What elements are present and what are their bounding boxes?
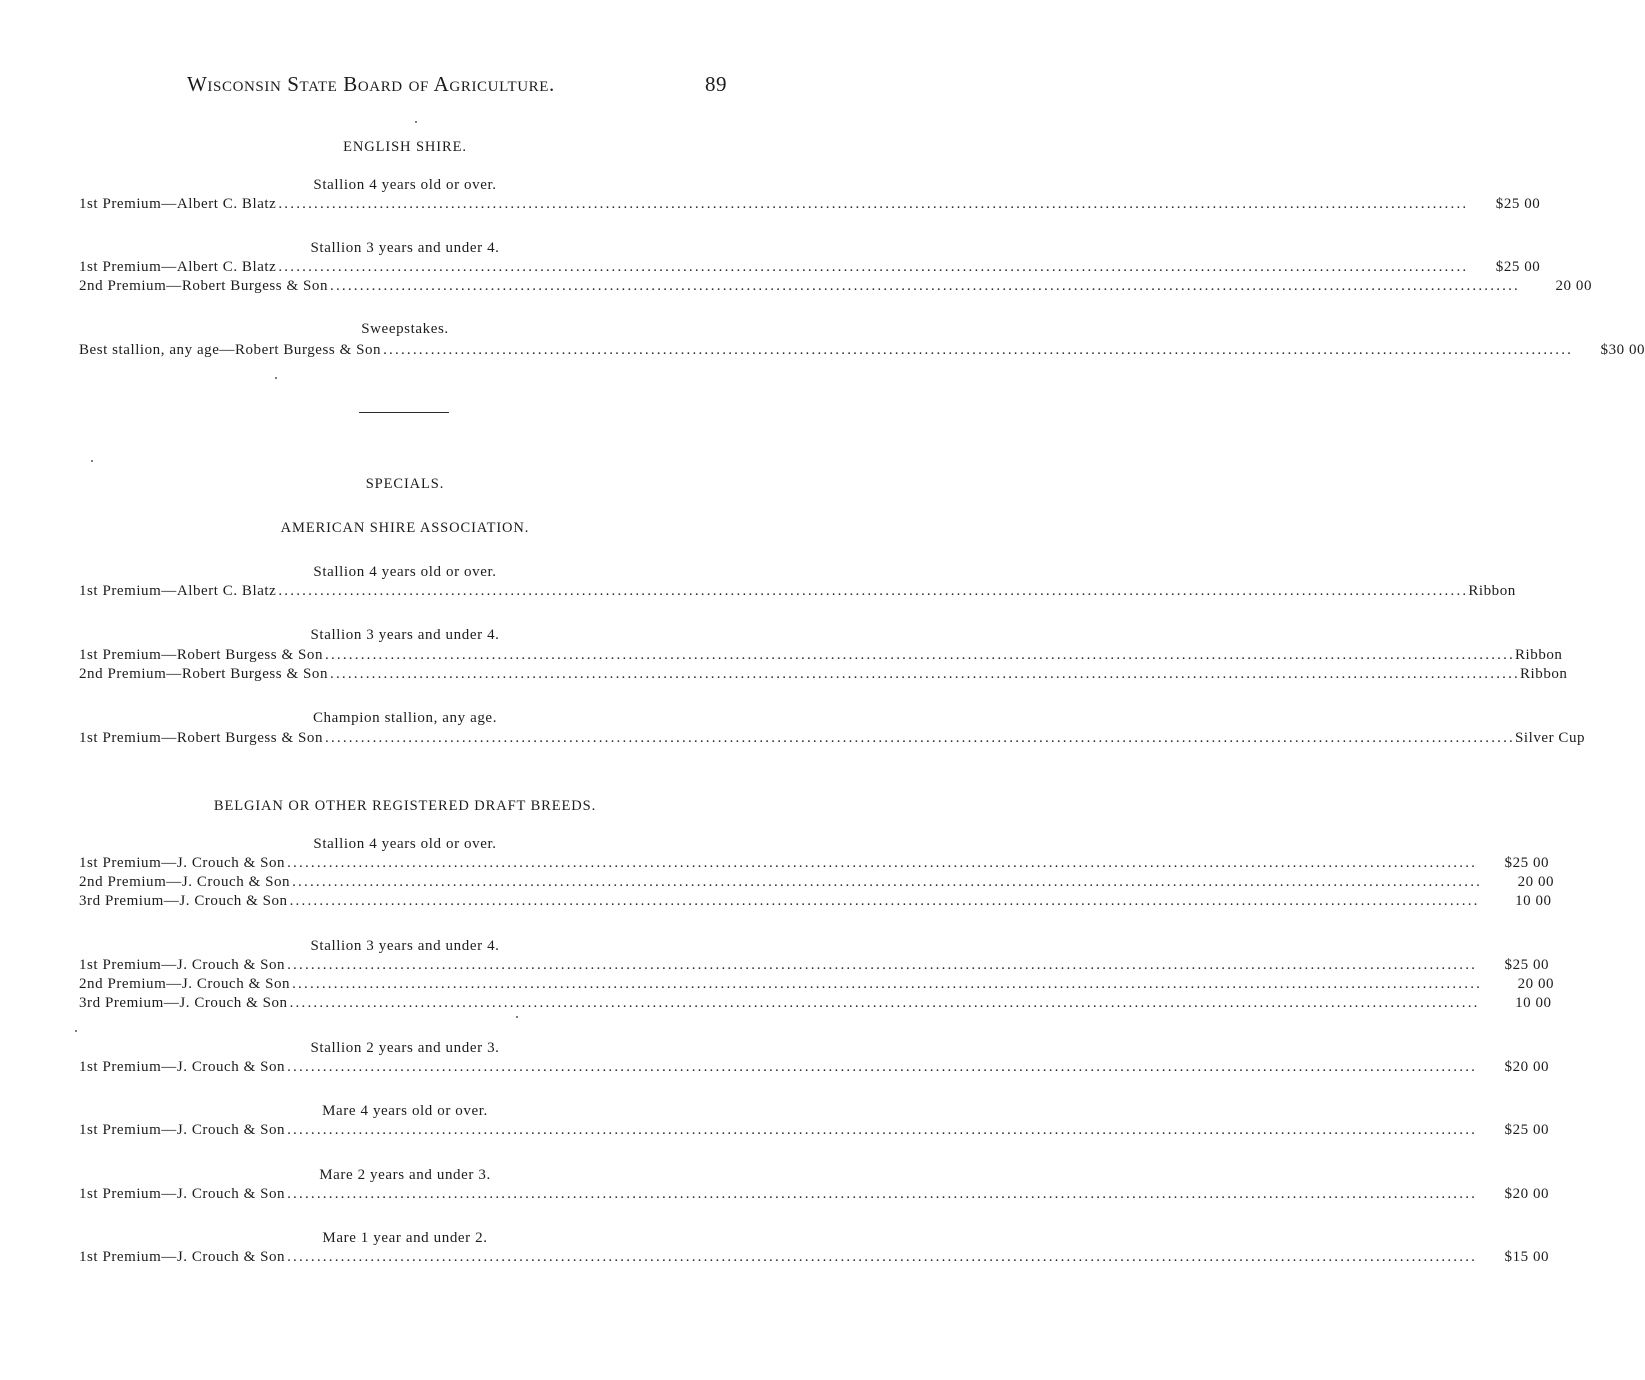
class-caption: Stallion 2 years and under 3.: [310, 1040, 500, 1056]
entry-amount: $25 00: [1495, 259, 1541, 275]
leader-dots: ........................................................................................................................................................................................................: [287, 1249, 1478, 1265]
leader-dots: ........................................................................................................................................................................................................: [278, 259, 1469, 275]
entry-amount: 20 00: [1517, 874, 1555, 890]
print-speck: [75, 1030, 77, 1032]
premium-entry: [79, 994, 1552, 1013]
premium-entry: [79, 665, 1568, 684]
leader-dots: ........................................................................................................................................................................................................: [278, 583, 1469, 599]
premium-entry: [79, 1248, 1550, 1267]
entry-amount: $25 00: [1495, 196, 1541, 212]
class-caption: Stallion 3 years and under 4.: [310, 627, 500, 643]
leader-dots: ........................................................................................................................................................................................................: [287, 855, 1478, 871]
entry-amount: $20 00: [1504, 1186, 1550, 1202]
premium-entry: [79, 582, 1516, 601]
leader-dots: ........................................................................................................................................................................................................: [325, 730, 1515, 746]
leader-dots: ........................................................................................................................................................................................................: [325, 647, 1515, 663]
leader-dots: ........................................................................................................................................................................................................: [278, 196, 1469, 212]
entry-amount: $25 00: [1504, 855, 1550, 871]
class-caption: Stallion 4 years old or over.: [313, 836, 497, 852]
entry-amount: $30 00: [1600, 342, 1645, 358]
entry-label: 2nd Premium—J. Crouch & Son: [79, 976, 291, 992]
premium-entry: [79, 277, 1592, 296]
entry-amount: $25 00: [1504, 957, 1550, 973]
section-heading-belgian: BELGIAN OR OTHER REGISTERED DRAFT BREEDS.: [213, 798, 597, 814]
premium-entry: [79, 956, 1550, 975]
class-caption: Stallion 3 years and under 4.: [310, 938, 500, 954]
entry-label: 1st Premium—Albert C. Blatz: [79, 259, 277, 275]
class-caption: Sweepstakes.: [361, 321, 449, 337]
print-speck: [91, 460, 93, 462]
premium-entry: [79, 729, 1586, 748]
premium-entry: [79, 892, 1552, 911]
entry-label: 2nd Premium—Robert Burgess & Son: [79, 278, 328, 294]
class-caption: Mare 2 years and under 3.: [319, 1167, 491, 1183]
running-title: Wisconsin State Board of Agriculture.: [187, 72, 555, 96]
entry-amount: 10 00: [1515, 893, 1552, 909]
entry-label: Best stallion, any age—Robert Burgess & Son: [79, 342, 382, 358]
leader-dots: ........................................................................................................................................................................................................: [289, 995, 1480, 1011]
leader-dots: ........................................................................................................................................................................................................: [287, 957, 1478, 973]
entry-label: 1st Premium—J. Crouch & Son: [79, 1059, 286, 1075]
section-heading-specials: SPECIALS.: [365, 476, 445, 492]
premium-entry: [79, 854, 1550, 873]
entry-amount: 10 00: [1515, 995, 1552, 1011]
entry-label: 1st Premium—Albert C. Blatz: [79, 196, 277, 212]
print-speck: [415, 121, 417, 123]
entry-label: 1st Premium—J. Crouch & Son: [79, 1186, 286, 1202]
class-caption: Mare 1 year and under 2.: [322, 1230, 488, 1246]
class-caption: Stallion 3 years and under 4.: [310, 240, 500, 256]
premium-entry: [79, 341, 1645, 360]
entry-amount: $15 00: [1504, 1249, 1550, 1265]
entry-amount: $20 00: [1504, 1059, 1550, 1075]
leader-dots: ........................................................................................................................................................................................................: [330, 278, 1520, 294]
entry-label: 3rd Premium—J. Crouch & Son: [79, 893, 288, 909]
page-number: 89: [705, 72, 727, 96]
entry-label: 3rd Premium—J. Crouch & Son: [79, 995, 288, 1011]
entry-label: 2nd Premium—J. Crouch & Son: [79, 874, 291, 890]
leader-dots: ........................................................................................................................................................................................................: [287, 1122, 1478, 1138]
section-divider-rule: [359, 412, 449, 413]
leader-dots: ........................................................................................................................................................................................................: [330, 666, 1520, 682]
running-head: [0, 72, 900, 102]
print-speck: [516, 1016, 518, 1018]
class-caption: Mare 4 years old or over.: [322, 1103, 488, 1119]
entry-label: 1st Premium—J. Crouch & Son: [79, 855, 286, 871]
leader-dots: ........................................................................................................................................................................................................: [287, 1059, 1478, 1075]
leader-dots: ........................................................................................................................................................................................................: [289, 893, 1480, 909]
entry-label: 1st Premium—J. Crouch & Son: [79, 1249, 286, 1265]
entry-award: Ribbon: [1515, 647, 1563, 663]
leader-dots: ........................................................................................................................................................................................................: [383, 342, 1574, 358]
entry-label: 1st Premium—J. Crouch & Son: [79, 1122, 286, 1138]
class-caption: Champion stallion, any age.: [312, 710, 498, 726]
entry-label: 1st Premium—J. Crouch & Son: [79, 957, 286, 973]
leader-dots: ........................................................................................................................................................................................................: [292, 874, 1483, 890]
entry-amount: $25 00: [1504, 1122, 1550, 1138]
premium-entry: [79, 1185, 1550, 1204]
entry-amount: 20 00: [1555, 278, 1592, 294]
entry-label: 1st Premium—Robert Burgess & Son: [79, 730, 323, 746]
premium-entry: [79, 1058, 1550, 1077]
premium-entry: [79, 195, 1541, 214]
class-caption: Stallion 4 years old or over.: [313, 177, 497, 193]
premium-entry: [79, 873, 1555, 892]
premium-entry: [79, 975, 1555, 994]
entry-award: Ribbon: [1520, 666, 1568, 682]
section-heading-english-shire: ENGLISH SHIRE.: [343, 139, 467, 155]
entry-amount: 20 00: [1517, 976, 1555, 992]
entry-label: 1st Premium—Robert Burgess & Son: [79, 647, 323, 663]
print-speck: [275, 377, 277, 379]
class-caption: Stallion 4 years old or over.: [313, 564, 497, 580]
premium-entry: [79, 258, 1541, 277]
subsection-heading-association: AMERICAN SHIRE ASSOCIATION.: [280, 520, 530, 536]
leader-dots: ........................................................................................................................................................................................................: [292, 976, 1483, 992]
premium-entry: [79, 646, 1563, 665]
entry-label: 1st Premium—Albert C. Blatz: [79, 583, 277, 599]
premium-entry: [79, 1121, 1550, 1140]
entry-award: Ribbon: [1468, 583, 1516, 599]
entry-label: 2nd Premium—Robert Burgess & Son: [79, 666, 328, 682]
leader-dots: ........................................................................................................................................................................................................: [287, 1186, 1478, 1202]
entry-award: Silver Cup: [1515, 730, 1586, 746]
